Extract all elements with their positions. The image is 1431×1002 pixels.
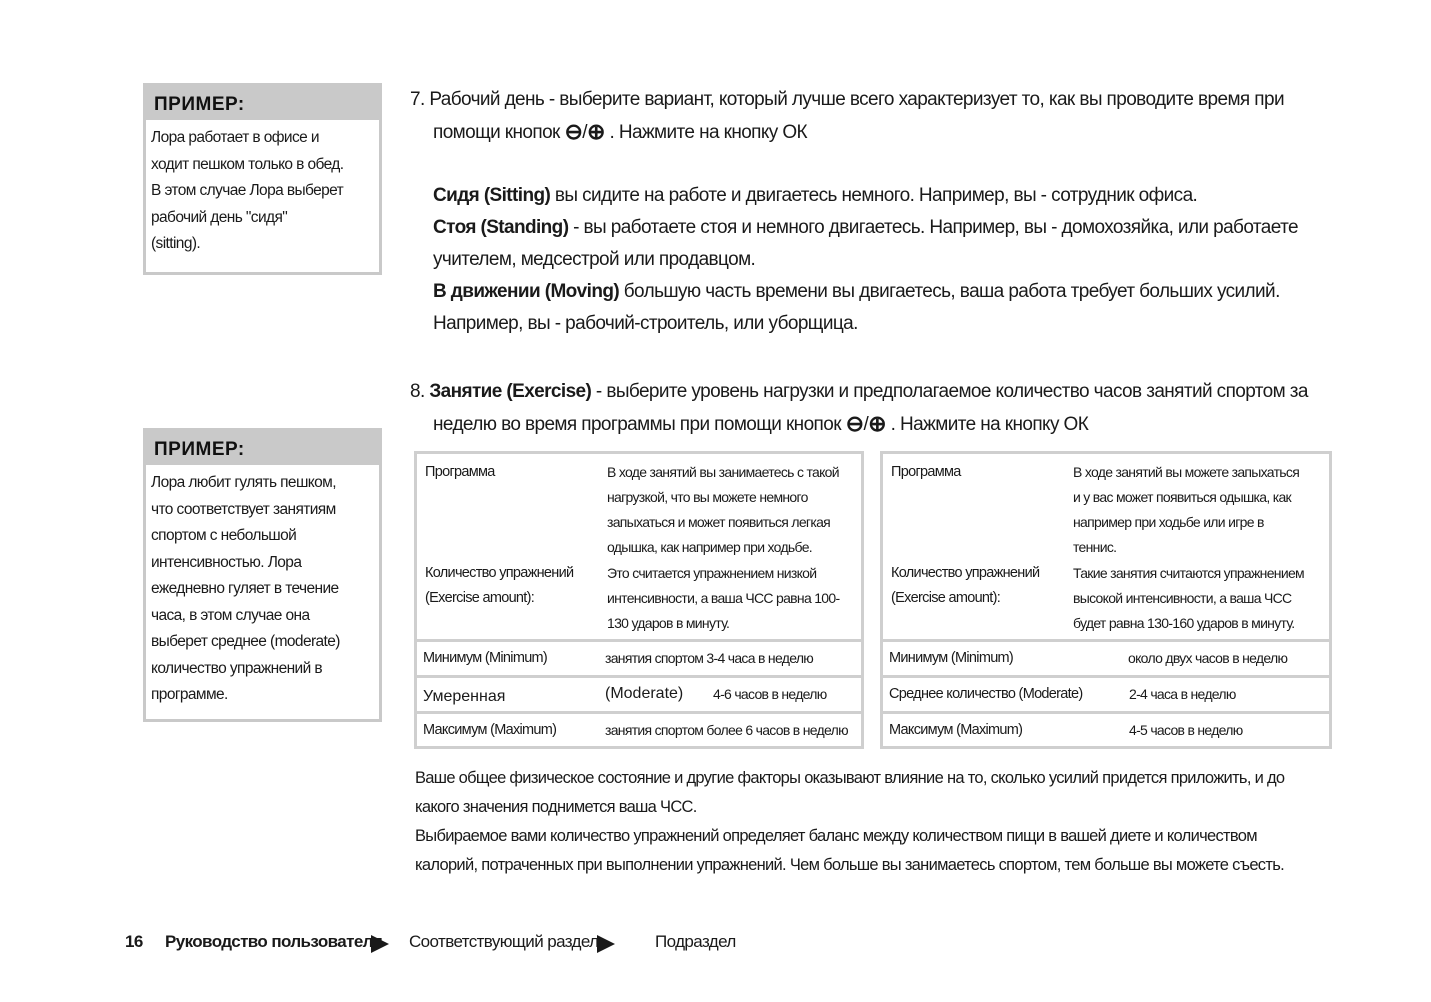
program-label: Программа (425, 464, 495, 480)
step-7-options: Сидя (Sitting) вы сидите на работе и двигаетесь немного. Например, вы - сотрудник офиса. Стоя (Standing) - вы работаете стоя и немного двигаетесь. Например, вы - домохозяйка, или работаете учителем, медсестрой или продавцом. В движении (Moving) большую часть времени вы двигаетесь, ваша работа требует больших усилий. Например, вы - рабочий-строитель, или уборщица. (433, 180, 1333, 340)
step-7-title: 7. Рабочий день - выберите вариант, который лучше всего характеризует то, как вы проводите время при помощи кнопок ⊖/⊕ . Нажмите на кнопку ОК (410, 84, 1340, 149)
table-row: Минимум (Minimum) около двух часов в неделю (883, 642, 1329, 678)
program-label: Программа (891, 464, 961, 480)
example-heading: ПРИМЕР: (146, 431, 379, 465)
option-sitting: Сидя (Sitting) вы сидите на работе и двигаетесь немного. Например, вы - сотрудник офиса. (433, 185, 1198, 206)
page-number: 16 (125, 932, 143, 951)
exercise-amount-label: Количество упражнений (Exercise amount): (891, 565, 1040, 606)
table-header-block (883, 454, 1329, 642)
example-box-2 (143, 428, 382, 722)
table-row: Среднее количество (Moderate) 2-4 часа в неделю (883, 678, 1329, 714)
exercise-amount-description: Такие занятия считаются упражнением высокой интенсивности, а ваша ЧСС будет равна 130-160 ударов в минуту. (1073, 565, 1304, 631)
program-description: В ходе занятий вы занимаетесь с такой нагрузкой, что вы можете немного запыхаться и может появиться легкая одышка, как например при ходьбе. (607, 464, 839, 555)
exercise-amount-label: Количество упражнений (Exercise amount): (425, 565, 574, 606)
example-text: Лора работает в офисе и ходит пешком только в обед. В этом случае Лора выберет рабочий день "сидя" (sitting). (151, 129, 344, 252)
table-header-block (417, 454, 861, 642)
arrow-right-icon (371, 935, 389, 953)
table-row: Максимум (Maximum) 4-5 часов в неделю (889, 722, 1243, 738)
plus-button-icon: ⊕ (586, 119, 605, 144)
minus-button-icon: ⊖ (564, 119, 583, 144)
plus-button-icon: ⊕ (868, 411, 886, 436)
arrow-right-icon (597, 935, 615, 953)
footer-guide-label: Руководство пользователя (165, 932, 383, 951)
program-description: В ходе занятий вы можете запыхаться и у вас может появиться одышка, как например при ходьбе или игре в теннис. (1073, 464, 1300, 555)
exercise-table-high (880, 451, 1332, 749)
example-box-1 (143, 83, 382, 275)
exercise-amount-description: Это считается упражнением низкой интенсивности, а ваша ЧСС равна 100- 130 ударов в минуту. (607, 565, 840, 631)
footer-section-label: Соответствующий раздел (409, 932, 599, 951)
footer-subsection-label: Подраздел (655, 932, 736, 951)
table-row: Умеренная (Moderate) 4-6 часов в неделю (417, 678, 861, 714)
example-heading: ПРИМЕР: (146, 86, 379, 120)
table-row: Максимум (Maximum) занятия спортом более 6 часов в неделю (423, 722, 848, 738)
option-moving: В движении (Moving) большую часть времени вы двигаетесь, ваша работа требует больших усилий. (433, 281, 1280, 302)
option-standing: Стоя (Standing) - вы работаете стоя и немного двигаетесь. Например, вы - домохозяйка, или работаете (433, 217, 1298, 238)
minus-button-icon: ⊖ (845, 411, 864, 436)
table-row: Минимум (Minimum) занятия спортом 3-4 часа в неделю (417, 642, 861, 678)
step-8-title: 8. Занятие (Exercise) - выберите уровень нагрузки и предполагаемое количество часов занятий спортом за неделю во время программы при помощи кнопок ⊖/⊕ . Нажмите на кнопку ОК (410, 376, 1340, 441)
bottom-paragraph: Ваше общее физическое состояние и другие факторы оказывают влияние на то, сколько усилий придется приложить, и до какого значения поднимется ваша ЧСС. Выбираемое вами количество упражнений определяет баланс между количеством пищи в вашей диете и количеством калорий, потраченных при выполнении упражнений. Чем больше вы занимаетесь спортом, тем больше вы можете съесть. (415, 769, 1285, 874)
example-text: Лора любит гулять пешком, что соответствует занятиям спортом с небольшой интенсивностью. Лора ежедневно гуляет в течение часа, в этом случае она выберет среднее (moderate) количество упражнений в программе. (151, 474, 340, 703)
exercise-table-low (414, 451, 864, 749)
